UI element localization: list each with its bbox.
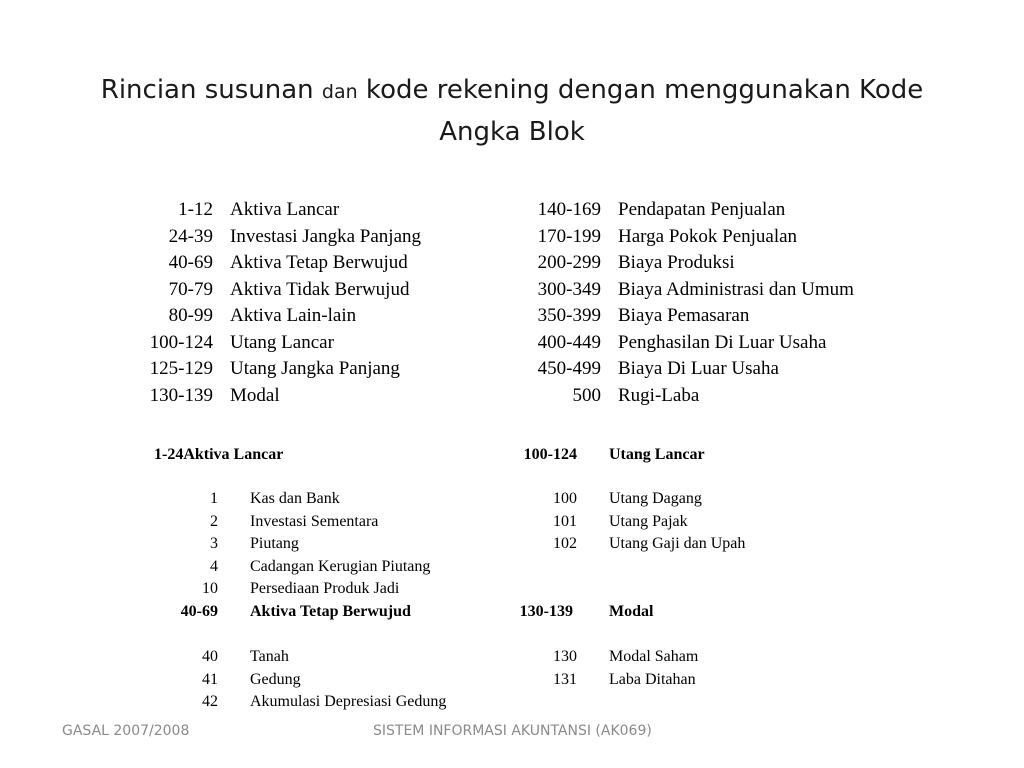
detail-right-header-1-code: 100-124 — [523, 446, 577, 463]
block-row-left-code: 125-129 — [149, 358, 213, 379]
block-row-right-label: Biaya Pemasaran — [618, 305, 750, 326]
block-row-left-code: 80-99 — [168, 305, 213, 326]
detail-left-item-label: Cadangan Kerugian Piutang — [250, 557, 431, 575]
detail-right-item-code: 130 — [553, 648, 577, 665]
detail-left-item-code: 4 — [210, 557, 218, 575]
block-row-right-code: 140-169 — [537, 199, 601, 220]
block-row-right-code: 350-399 — [537, 305, 601, 326]
block-row-left-label: Aktiva Tidak Berwujud — [230, 278, 410, 300]
detail-left-item-label: Tanah — [250, 648, 289, 665]
block-row-right-code: 400-449 — [537, 331, 601, 353]
block-row-left-label: Aktiva Lain-lain — [230, 305, 357, 326]
detail-left-item-label: Investasi Sementara — [250, 512, 379, 530]
detail-right-item-label: Laba Ditahan — [609, 670, 696, 688]
block-row-right-label: Penghasilan Di Luar Usaha — [618, 331, 827, 353]
block-row-right-label: Harga Pokok Penjualan — [618, 225, 798, 247]
footer-left: GASAL 2007/2008 — [62, 723, 190, 739]
detail-left-item-code: 10 — [202, 580, 218, 598]
detail-right-item-label: Utang Gaji dan Upah — [609, 535, 746, 553]
detail-left-item-label: Persediaan Produk Jadi — [250, 580, 400, 598]
block-row-left-label: Aktiva Lancar — [230, 199, 340, 220]
slide-title — [60, 70, 964, 152]
detail-left-header-2-code: 40-69 — [180, 603, 218, 620]
detail-right-item-label: Utang Dagang — [609, 490, 702, 507]
block-row-left-code: 70-79 — [168, 278, 213, 300]
block-row-right-label: Biaya Di Luar Usaha — [618, 358, 779, 379]
detail-right-header-1-label: Utang Lancar — [609, 446, 705, 463]
block-row-left-label: Utang Jangka Panjang — [230, 358, 400, 379]
title-part-2: kode rekening dengan menggunakan Kode Angka Blok — [357, 75, 924, 147]
block-row-right-label: Biaya Administrasi dan Umum — [618, 278, 854, 300]
block-row-right-code: 450-499 — [537, 358, 601, 379]
detail-right-header-2-label: Modal — [609, 603, 654, 620]
block-row-right-code: 200-299 — [537, 252, 601, 273]
block-row-left-label: Utang Lancar — [230, 331, 334, 353]
detail-left-item-code: 2 — [210, 512, 218, 530]
block-row-right-code: 300-349 — [537, 278, 601, 300]
detail-right-item-code: 101 — [553, 512, 577, 530]
title-small-word: dan — [321, 81, 358, 103]
detail-left-item-code: 1 — [210, 490, 218, 507]
detail-right-item-code: 131 — [553, 670, 577, 688]
block-row-left-code: 24-39 — [168, 225, 213, 247]
block-row-right-label: Pendapatan Penjualan — [618, 199, 786, 220]
block-row-left-code: 1-12 — [178, 199, 213, 220]
detail-left-header-2-label: Aktiva Tetap Berwujud — [250, 603, 411, 620]
block-row-left-code: 130-139 — [149, 384, 213, 406]
detail-left-item-code: 40 — [202, 648, 218, 665]
block-row-right-code: 170-199 — [537, 225, 601, 247]
block-row-left-label: Aktiva Tetap Berwujud — [230, 252, 408, 273]
detail-right-item-label: Utang Pajak — [609, 512, 688, 530]
block-row-right-label: Biaya Produksi — [618, 252, 735, 273]
detail-left-item-label: Kas dan Bank — [250, 490, 340, 507]
block-row-left-label: Modal — [230, 384, 280, 406]
detail-right-header-2-code: 130-139 — [519, 603, 573, 620]
block-row-left-code: 100-124 — [149, 331, 213, 353]
detail-left-header-1: 1-24Aktiva Lancar — [154, 446, 284, 463]
block-row-left-label: Investasi Jangka Panjang — [230, 225, 422, 247]
block-row-right-code: 500 — [572, 384, 601, 406]
detail-right-item-code: 102 — [553, 535, 577, 553]
detail-right-item-label: Modal Saham — [609, 648, 699, 665]
block-row-right-label: Rugi-Laba — [618, 384, 700, 406]
detail-left-item-label: Akumulasi Depresiasi Gedung — [250, 693, 447, 711]
footer-center: SISTEM INFORMASI AKUNTANSI (AK069) — [373, 723, 652, 739]
block-row-left-code: 40-69 — [168, 252, 213, 273]
title-part-1: Rincian susunan — [100, 75, 322, 105]
detail-left-item-code: 42 — [202, 693, 218, 711]
detail-right-item-code: 100 — [553, 490, 577, 507]
detail-left-item-label: Gedung — [250, 670, 301, 688]
detail-left-item-code: 41 — [202, 670, 218, 688]
detail-left-item-label: Piutang — [250, 535, 299, 553]
detail-left-item-code: 3 — [210, 535, 218, 553]
